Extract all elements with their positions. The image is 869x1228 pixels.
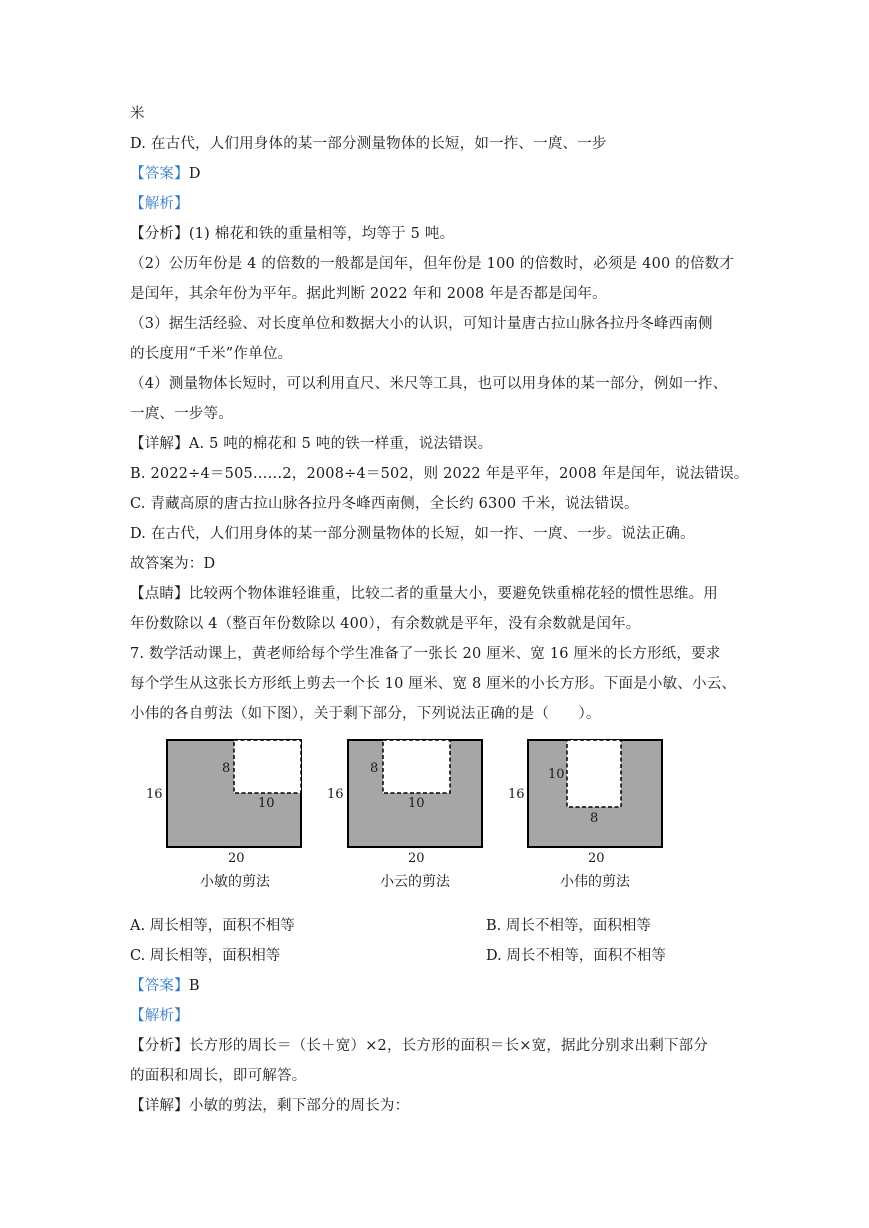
question-line: 7. 数学活动课上，黄老师给每个学生准备了一张长 20 厘米、宽 16 厘米的长方形纸，要求 — [130, 646, 721, 662]
cut-height-label: 8 — [370, 761, 379, 776]
text-line — [130, 434, 492, 454]
text-line: B. 2022÷4＝505……2，2008÷4＝502，则 2022 年是平年，2008 年是闰年，说法错误。 — [130, 466, 749, 482]
dianjing-text: 比较两个物体谁轻谁重，比较二者的重量大小，要避免铁重棉花轻的惯性思维。用 — [188, 586, 719, 602]
figure-caption: 小伟的剪法 — [560, 874, 630, 890]
dianjing-tag: 【点睛】 — [130, 586, 189, 602]
text-line: D. 在古代，人们用身体的某一部分测量物体的长短，如一拃、一庹、一步 — [130, 136, 607, 152]
answer-tag: 【答案】 — [130, 166, 189, 182]
text-line: C. 青藏高原的唐古拉山脉各拉丹冬峰西南侧，全长约 6300 千米，说法错误。 — [130, 496, 639, 512]
height-label: 16 — [327, 787, 344, 802]
text-line: 的面积和周长，即可解答。 — [130, 1068, 307, 1084]
analysis-heading — [130, 194, 189, 214]
cut-width-label: 10 — [258, 796, 275, 811]
text-line: 是闰年，其余年份为平年。据此判断 2022 年和 2008 年是否都是闰年。 — [130, 286, 607, 302]
text-line — [130, 1096, 409, 1116]
fenxi-text: (1) 棉花和铁的重量相等，均等于 5 吨。 — [188, 226, 455, 242]
option-a: A. 周长相等，面积不相等 — [130, 918, 295, 934]
diagram-svg — [130, 728, 690, 898]
fenxi-tag: 【分析】 — [130, 1038, 189, 1054]
text-line — [130, 584, 718, 604]
xiangjie-text: A. 5 吨的棉花和 5 吨的铁一样重，说法错误。 — [188, 436, 493, 452]
cut-height-label: 10 — [548, 767, 565, 782]
width-label: 20 — [408, 851, 425, 866]
cut-rect — [383, 740, 450, 793]
figure-xiaomin — [146, 740, 301, 890]
height-label: 16 — [146, 787, 163, 802]
question-line: 每个学生从这张长方形纸上剪去一个长 10 厘米、宽 8 厘米的小长方形。下面是小敏、小云、 — [130, 676, 737, 692]
figure-xiaowei — [508, 740, 662, 890]
option-d: D. 周长不相等，面积不相等 — [486, 948, 666, 964]
text-line: （3）据生活经验、对长度单位和数据大小的认识，可知计量唐古拉山脉各拉丹冬峰西南侧 — [130, 316, 713, 332]
height-label: 16 — [508, 787, 525, 802]
analysis-tag: 【解析】 — [130, 196, 189, 212]
text-line: （2）公历年份是 4 的倍数的一般都是闰年，但年份是 100 的倍数时，必须是 400 的倍数才 — [130, 256, 735, 272]
text-line — [130, 224, 454, 244]
analysis-tag: 【解析】 — [130, 1008, 189, 1024]
xiangjie-tag: 【详解】 — [130, 1098, 189, 1114]
xiangjie-tag: 【详解】 — [130, 436, 189, 452]
analysis-heading — [130, 1006, 189, 1026]
cut-width-label: 8 — [590, 811, 599, 826]
text-line: 故答案为：D — [130, 556, 216, 572]
cut-width-label: 10 — [408, 796, 425, 811]
question-line: 小伟的各自剪法（如下图），关于剩下部分，下列说法正确的是（ ）。 — [130, 706, 601, 722]
text-line: 年份数除以 4（整百年份数除以 400），有余数就是平年，没有余数就是闰年。 — [130, 616, 641, 632]
answer-value: D — [188, 166, 201, 182]
figure-xiaoyun — [327, 740, 482, 890]
figure-caption: 小敏的剪法 — [200, 874, 270, 890]
text-line: D. 在古代，人们用身体的某一部分测量物体的长短，如一拃、一庹、一步。说法正确。 — [130, 526, 695, 542]
option-b: B. 周长不相等，面积相等 — [486, 918, 651, 934]
answer-line — [130, 164, 201, 184]
cut-rect — [567, 740, 621, 807]
option-c: C. 周长相等，面积相等 — [130, 948, 281, 964]
answer-value: B — [188, 978, 200, 994]
text-line — [130, 1036, 708, 1056]
text-line: 米 — [130, 106, 145, 122]
text-line: （4）测量物体长短时，可以利用直尺、米尺等工具，也可以用身体的某一部分，例如一拃、 — [130, 376, 728, 392]
cut-rect — [234, 740, 301, 793]
figure-caption: 小云的剪法 — [380, 874, 450, 890]
text-line: 一庹、一步等。 — [130, 406, 233, 422]
cutting-diagrams — [130, 728, 690, 898]
answer-line — [130, 976, 200, 996]
fenxi-tag: 【分析】 — [130, 226, 189, 242]
cut-height-label: 8 — [222, 761, 231, 776]
answer-tag: 【答案】 — [130, 978, 189, 994]
width-label: 20 — [228, 851, 245, 866]
xiangjie-text: 小敏的剪法，剩下部分的周长为： — [188, 1098, 410, 1114]
width-label: 20 — [588, 851, 605, 866]
fenxi-text: 长方形的周长＝（长＋宽）×2，长方形的面积＝长×宽，据此分别求出剩下部分 — [188, 1038, 709, 1054]
text-line: 的长度用“千米”作单位。 — [130, 346, 293, 362]
